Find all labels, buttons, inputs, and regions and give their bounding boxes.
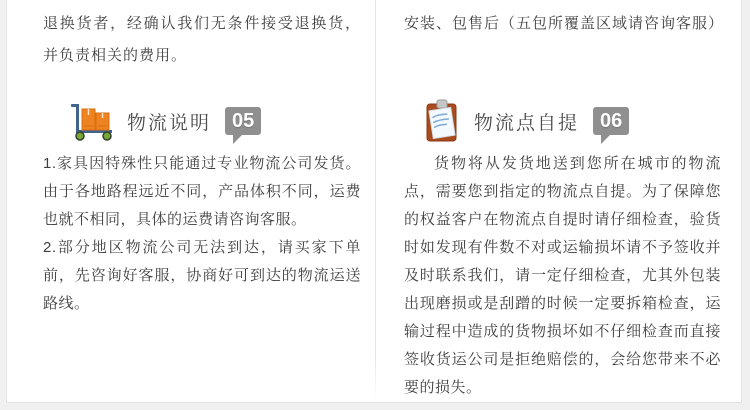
section-number-badge [593,107,629,135]
logistics-paragraph-2: 2.部分地区物流公司无法到达，请买家下单前，先咨询好客服，协商好可到达的物流运送路线。 [43,239,361,312]
logistics-section-header [67,100,361,142]
badge-number: 06 [600,110,623,132]
logistics-paragraph-1: 1.家具因特殊性只能通过专业物流公司发货。由于各地路程远近不同，产品体积不同，运费也就不相同，具体的运费请咨询客服。 [43,155,361,228]
after-sales-text: 安装、包售后（五包所覆盖区域请咨询客服） [404,15,725,32]
clipboard-icon [422,99,462,143]
logistics-description-section [7,0,375,402]
info-card [6,0,742,403]
section-title: 物流说明 [127,112,212,134]
return-policy-text: 退换货者，经确认我们无条件接受退换货，并负责相关的费用。 [43,15,361,64]
section-title: 物流点自提 [474,112,580,134]
section-number-badge [225,107,261,135]
pickup-section [376,0,741,402]
trolley-cart-icon [67,101,115,141]
pickup-section-header [422,100,721,142]
pickup-paragraph: 货物将从发货地送到您所在城市的物流点，需要您到指定的物流点自提。为了保障您的权益客户在物流点自提时请仔细检查，验货时如发现有件数不对或运输损坏请不予签收并及时联系我们，请一定仔细检查，尤其外包装出现磨损或是刮蹭的时候一定要拆箱检查，运输过程中造成的货物损坏如不仔细检查而直接签收货运公司是拒绝赔偿的，会给您带来不必要的损失。 [404,155,721,396]
badge-number: 05 [232,110,255,132]
